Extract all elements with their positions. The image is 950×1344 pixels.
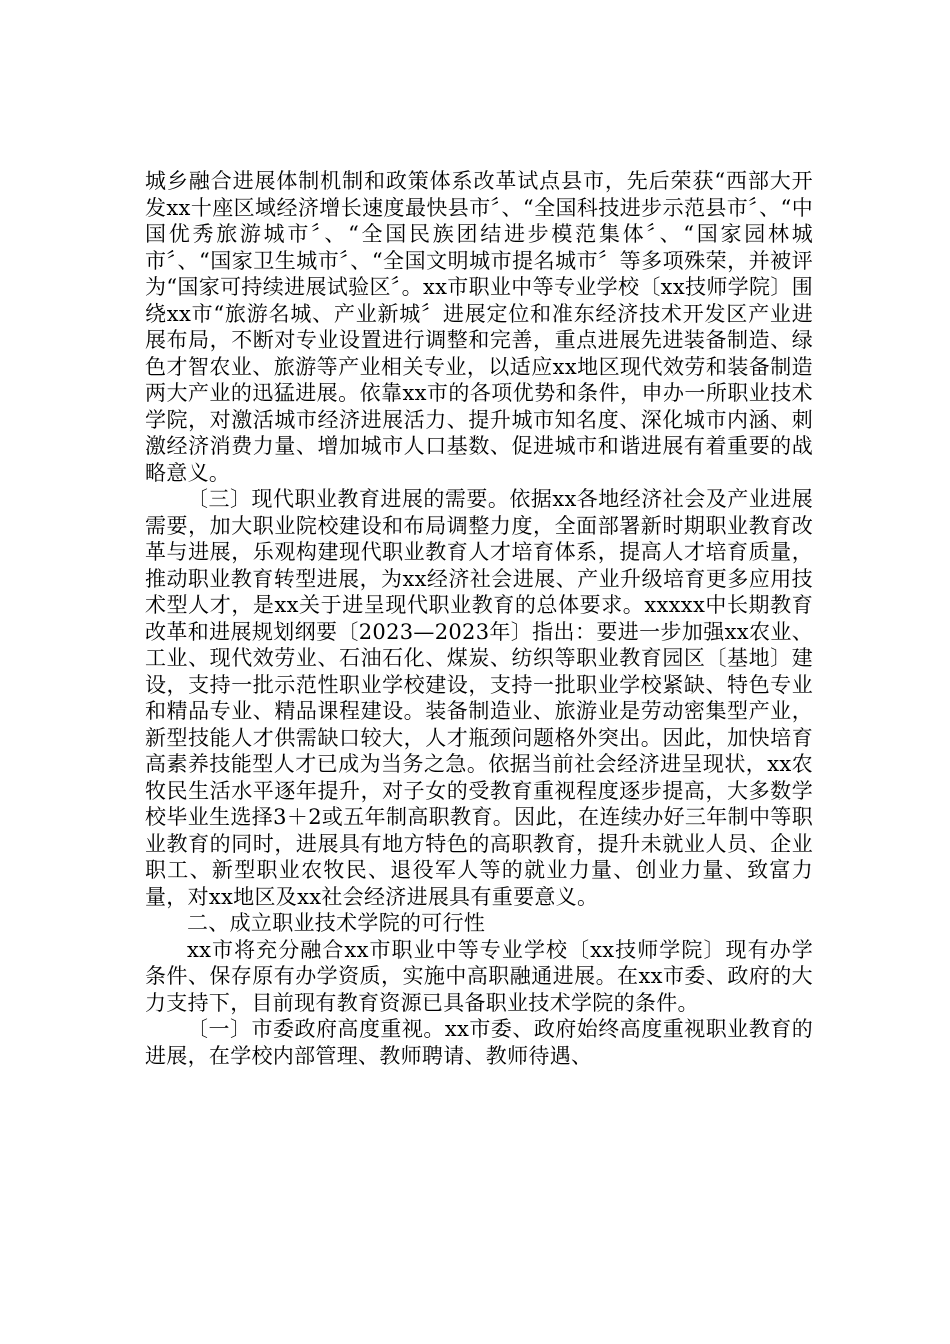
- paragraph-3: xx市将充分融合xx市职业中等专业学校〔xx技师学院〕现有办学条件、保存原有办学资质，实施中高职融通进展。在xx市委、政府的大力支持下，目前现有教育资源已具备职业技术学院的条件。: [145, 937, 813, 1015]
- paragraph-2: 〔三〕现代职业教育进展的需要。依据xx各地经济社会及产业进展需要，加大职业院校建设和布局调整力度，全面部署新时期职业教育改革与进展，乐观构建现代职业教育人才培育体系，提高人才培育质量，推动职业教育转型进展，为xx经济社会进展、产业升级培育更多应用技术型人才，是xx关于进呈现代职业教育的总体要求。xxxxx中长期教育改革和进展规划纲要〔2023—2023年〕指出：要进一步加强xx农业、工业、现代效劳业、石油石化、煤炭、纺织等职业教育园区〔基地〕建设，支持一批示范性职业学校建设，支持一批职业学校紧缺、特色专业和精品专业、精品课程建设。装备制造业、旅游业是劳动密集型产业，新型技能人才供需缺口较大，人才瓶颈问题格外突出。因此，加快培育高素养技能型人才已成为当务之急。依据当前社会经济进呈现状，xx农牧民生活水平逐年提升，对子女的受教育重视程度逐步提高，大多数学校毕业生选择3＋2或五年制高职教育。因此，在连续办好三年制中等职业教育的同时，进展具有地方特色的高职教育，提升未就业人员、企业职工、新型职业农牧民、退役军人等的就业力量、创业力量、致富力量，对xx地区及xx社会经济进展具有重要意义。: [145, 487, 813, 909]
- paragraph-4: 〔一〕市委政府高度重视。xx市委、政府始终高度重视职业教育的进展，在学校内部管理、教师聘请、教师待遇、: [145, 1017, 813, 1068]
- section-heading: 二、成立职业技术学院的可行性: [187, 911, 486, 935]
- document-body: [145, 168, 813, 1069]
- paragraph-1: 城乡融合进展体制机制和政策体系改革试点县市，先后荣获“西部大开发xx十座区域经济增长速度最快县市〞、“全国科技进步示范县市〞、“中国优秀旅游城市〞、“全国民族团结进步模范集体〞、“国家园林城市〞、“国家卫生城市〞、“全国文明城市提名城市〞等多项殊荣，并被评为“国家可持续进展试验区〞。xx市职业中等专业学校〔xx技师学院〕围绕xx市“旅游名城、产业新城〞进展定位和准东经济技术开发区产业进展布局，不断对专业设置进行调整和完善，重点进展先进装备制造、绿色才智农业、旅游等产业相关专业，以适应xx地区现代效劳和装备制造两大产业的迅猛进展。依靠xx市的各项优势和条件，申办一所职业技术学院，对激活城市经济进展活力、提升城市知名度、深化城市内涵、刺激经济消费力量、增加城市人口基数、促进城市和谐进展有着重要的战略意义。: [145, 169, 813, 485]
